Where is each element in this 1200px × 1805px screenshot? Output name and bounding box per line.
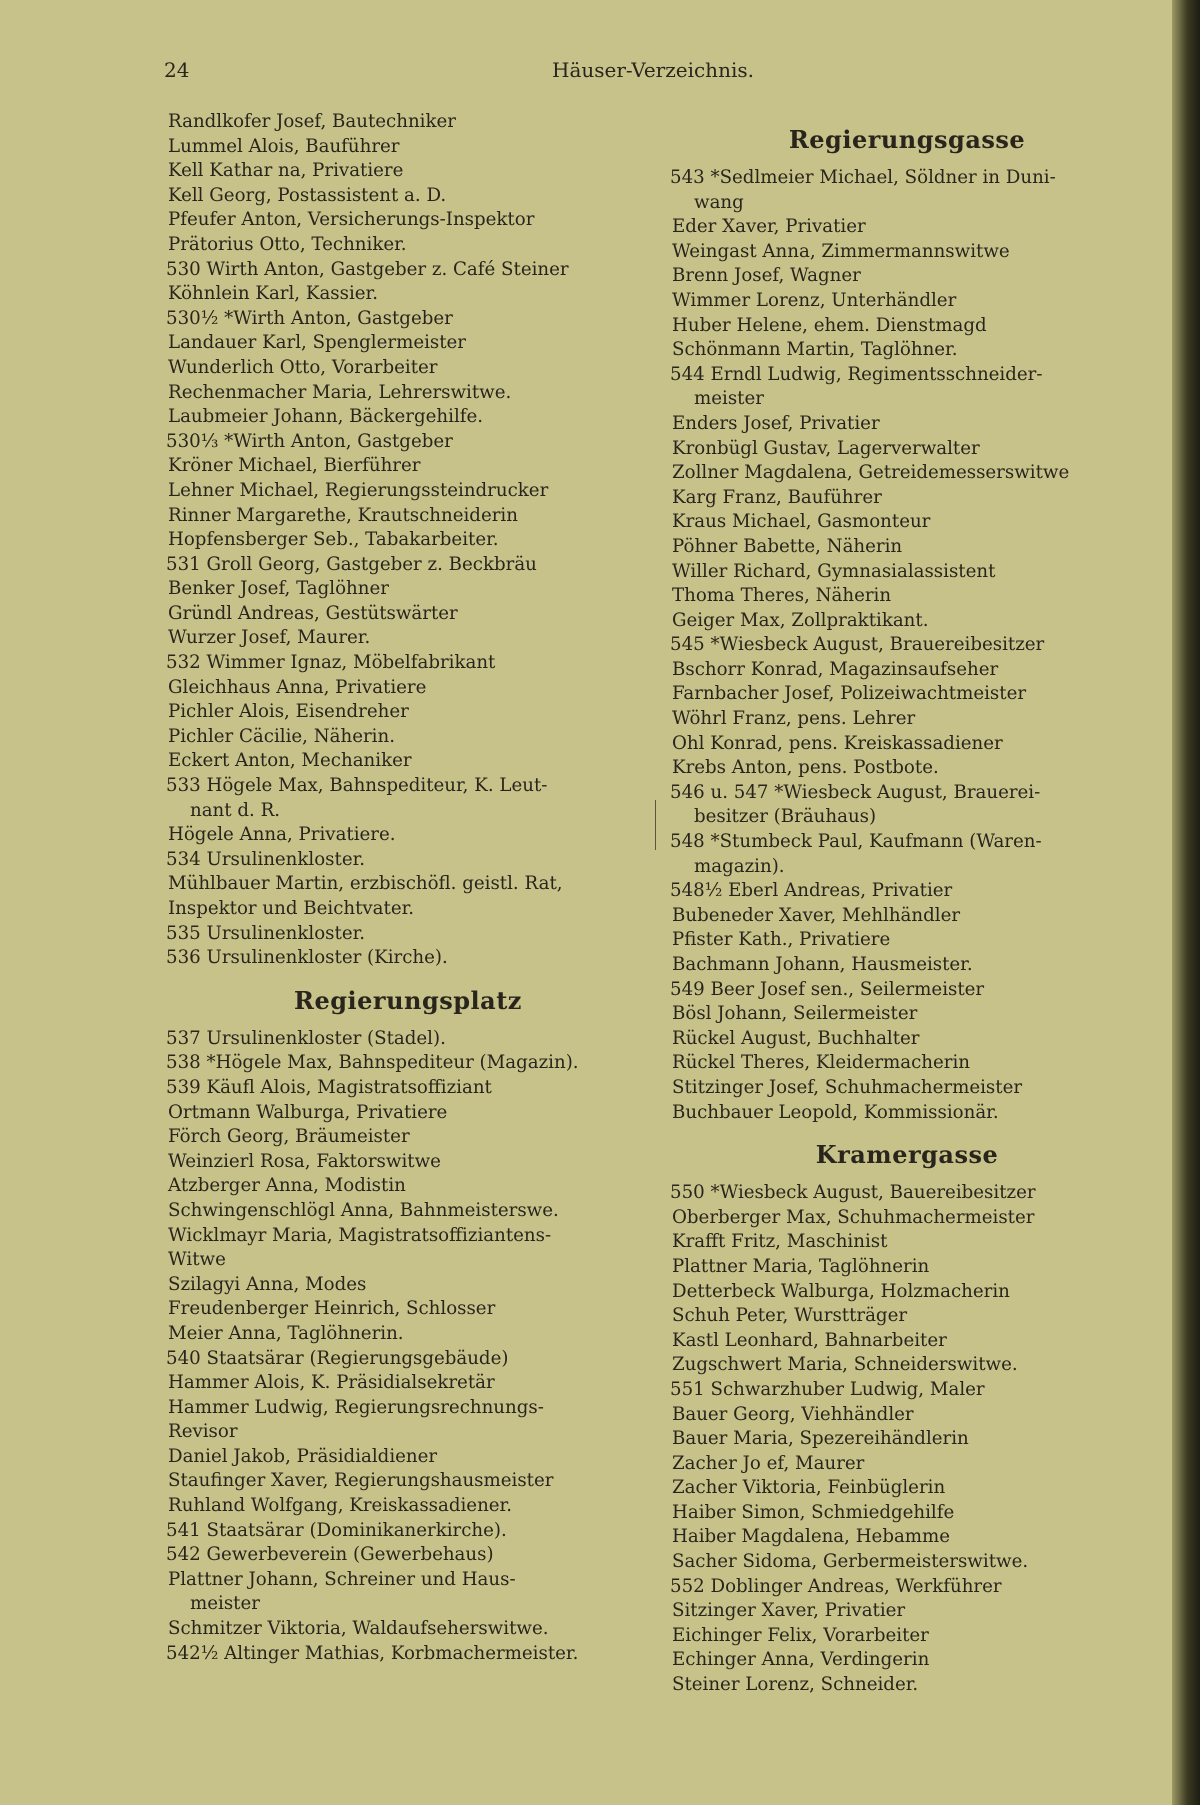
- resident-entry: Eichinger Felix, Vorarbeiter: [672, 1624, 929, 1646]
- resident-entry: meister: [190, 1593, 260, 1615]
- resident-entry: Weinzierl Rosa, Faktorswitwe: [168, 1150, 441, 1172]
- resident-entry: Wicklmayr Maria, Magistratsoffiziantens-: [168, 1224, 552, 1246]
- resident-entry: Zacher Viktoria, Feinbüglerin: [672, 1477, 946, 1499]
- resident-entry: Thoma Theres, Näherin: [672, 585, 892, 607]
- resident-entry: Ortmann Walburga, Privatiere: [168, 1101, 448, 1123]
- left-column: [168, 110, 648, 1666]
- resident-entry: Farnbacher Josef, Polizeiwachtmeister: [672, 683, 1027, 705]
- house-entry: 543 *Sedlmeier Michael, Söldner in Duni-: [670, 167, 1056, 188]
- resident-entry: meister: [694, 388, 764, 410]
- resident-entry: Ohl Konrad, pens. Kreiskassadiener: [672, 732, 1003, 754]
- resident-entry: Lummel Alois, Bauführer: [168, 135, 400, 157]
- resident-entry: Ruhland Wolfgang, Kreiskassadiener.: [168, 1495, 513, 1517]
- resident-entry: Schuh Peter, Wurstträger: [672, 1305, 908, 1327]
- resident-entry: Bauer Georg, Viehhändler: [672, 1403, 914, 1425]
- house-entry: 533 Högele Max, Bahnspediteur, K. Leut-: [166, 775, 548, 797]
- house-entry: 549 Beer Josef sen., Seilermeister: [670, 978, 985, 1000]
- resident-entry: Wunderlich Otto, Vorarbeiter: [168, 356, 438, 378]
- resident-entry: Atzberger Anna, Modistin: [168, 1175, 406, 1197]
- house-entry: 546 u. 547 *Wiesbeck August, Brauerei-: [670, 781, 1041, 803]
- resident-entry: Weingast Anna, Zimmermannswitwe: [672, 240, 1010, 262]
- resident-entry: Staufinger Xaver, Regierungshausmeister: [168, 1470, 554, 1492]
- resident-entry: Schmitzer Viktoria, Waldaufseherswitwe.: [168, 1618, 549, 1640]
- house-entry: 545 *Wiesbeck August, Brauereibesitzer: [670, 634, 1045, 656]
- resident-entry: Hammer Ludwig, Regierungsrechnungs-: [168, 1396, 544, 1418]
- page-number: 24: [164, 58, 190, 82]
- book-spine: [1172, 0, 1200, 1805]
- column-divider: [655, 800, 656, 850]
- resident-entry: wang: [694, 191, 744, 213]
- resident-entry: Pfeufer Anton, Versicherungs-Inspektor: [168, 209, 535, 231]
- resident-entry: Bschorr Konrad, Magazinsaufseher: [672, 658, 999, 680]
- resident-entry: Hopfensberger Seb., Tabakarbeiter.: [168, 529, 499, 551]
- resident-entry: Pfister Kath., Privatiere: [672, 929, 891, 951]
- resident-entry: Huber Helene, ehem. Dienstmagd: [672, 314, 987, 336]
- resident-entry: Sacher Sidoma, Gerbermeisterswitwe.: [672, 1551, 1029, 1573]
- resident-entry: Sitzinger Xaver, Privatier: [672, 1600, 906, 1622]
- resident-entry: Daniel Jakob, Präsidialdiener: [168, 1445, 438, 1467]
- resident-entry: Geiger Max, Zollpraktikant.: [672, 609, 929, 631]
- resident-entry: Eder Xaver, Privatier: [672, 216, 866, 238]
- house-entry: 537 Ursulinenkloster (Stadel).: [166, 1027, 446, 1049]
- resident-entry: Kell Georg, Postassistent a. D.: [168, 184, 447, 206]
- resident-entry: Haiber Magdalena, Hebamme: [672, 1526, 951, 1548]
- resident-entry: Oberberger Max, Schuhmachermeister: [672, 1206, 1035, 1228]
- resident-entry: Buchbauer Leopold, Kommissionär.: [672, 1101, 999, 1123]
- house-entry: 541 Staatsärar (Dominikanerkirche).: [166, 1519, 507, 1541]
- resident-entry: Hammer Alois, K. Präsidialsekretär: [168, 1372, 495, 1394]
- resident-entry: Eckert Anton, Mechaniker: [168, 750, 412, 772]
- resident-entry: Krebs Anton, pens. Postbote.: [672, 757, 939, 779]
- resident-entry: Bösl Johann, Seilermeister: [672, 1003, 918, 1025]
- resident-entry: Rückel August, Buchhalter: [672, 1027, 920, 1049]
- resident-entry: Kronbügl Gustav, Lagerverwalter: [672, 437, 980, 459]
- resident-entry: Högele Anna, Privatiere.: [168, 824, 396, 846]
- resident-entry: Detterbeck Walburga, Holzmacherin: [672, 1280, 1010, 1302]
- house-entry: 550 *Wiesbeck August, Bauereibesitzer: [670, 1182, 1036, 1204]
- house-entry: 551 Schwarzhuber Ludwig, Maler: [670, 1378, 985, 1400]
- street-heading: Regierungsgasse: [788, 125, 1026, 154]
- resident-entry: Pichler Alois, Eisendreher: [168, 701, 409, 723]
- resident-entry: Revisor: [168, 1421, 238, 1443]
- resident-entry: Kraus Michael, Gasmonteur: [672, 511, 931, 533]
- resident-entry: Bauer Maria, Spezereihändlerin: [672, 1428, 969, 1450]
- house-entry: 530½ *Wirth Anton, Gastgeber: [166, 307, 453, 329]
- resident-entry: Pöhner Babette, Näherin: [672, 535, 903, 557]
- resident-entry: Inspektor und Beichtvater.: [168, 898, 415, 919]
- resident-entry: Wurzer Josef, Maurer.: [168, 627, 371, 649]
- house-entry: 548½ Eberl Andreas, Privatier: [670, 880, 953, 902]
- house-entry: 548 *Stumbeck Paul, Kaufmann (Waren-: [670, 831, 1042, 853]
- resident-entry: Karg Franz, Bauführer: [672, 486, 882, 508]
- resident-entry: Landauer Karl, Spenglermeister: [168, 332, 466, 354]
- house-entry: 532 Wimmer Ignaz, Möbelfabrikant: [166, 652, 496, 674]
- resident-entry: Förch Georg, Bräumeister: [168, 1126, 410, 1148]
- house-entry: 530⅓ *Wirth Anton, Gastgeber: [166, 430, 453, 452]
- resident-entry: Steiner Lorenz, Schneider.: [672, 1674, 919, 1696]
- street-heading: Regierungsplatz: [294, 985, 522, 1015]
- resident-entry: Plattner Maria, Taglöhnerin: [672, 1255, 930, 1277]
- house-entry: 539 Käufl Alois, Magistratsoffiziant: [166, 1076, 492, 1098]
- resident-entry: Laubmeier Johann, Bäckergehilfe.: [168, 406, 484, 428]
- house-entry: 530 Wirth Anton, Gastgeber z. Café Steiner: [166, 258, 569, 280]
- resident-entry: Stitzinger Josef, Schuhmachermeister: [672, 1076, 1023, 1098]
- house-entry: 531 Groll Georg, Gastgeber z. Beckbräu: [166, 553, 537, 575]
- resident-entry: Kastl Leonhard, Bahnarbeiter: [672, 1329, 947, 1351]
- resident-entry: Wöhrl Franz, pens. Lehrer: [672, 708, 916, 730]
- house-entry: 534 Ursulinenkloster.: [166, 848, 366, 870]
- resident-entry: Bubeneder Xaver, Mehlhändler: [672, 904, 961, 926]
- resident-entry: Wimmer Lorenz, Unterhändler: [672, 289, 957, 311]
- resident-entry: Randlkofer Josef, Bautechniker: [168, 111, 456, 132]
- resident-entry: magazin).: [694, 855, 785, 877]
- house-entry: 535 Ursulinenkloster.: [166, 922, 366, 944]
- resident-entry: Kröner Michael, Bierführer: [168, 455, 421, 477]
- resident-entry: nant d. R.: [190, 799, 281, 821]
- resident-entry: Echinger Anna, Verdingerin: [672, 1649, 930, 1671]
- resident-entry: Willer Richard, Gymnasialassistent: [672, 560, 996, 582]
- resident-entry: Zollner Magdalena, Getreidemesserswitwe: [672, 462, 1070, 484]
- street-heading: Kramergasse: [815, 1140, 999, 1170]
- resident-entry: Benker Josef, Taglöhner: [168, 578, 389, 600]
- resident-entry: Bachmann Johann, Hausmeister.: [672, 954, 973, 975]
- resident-entry: Haiber Simon, Schmiedgehilfe: [672, 1501, 955, 1523]
- resident-entry: Witwe: [168, 1249, 226, 1271]
- house-entry: 544 Erndl Ludwig, Regimentsschneider-: [670, 363, 1043, 385]
- resident-entry: Plattner Johann, Schreiner und Haus-: [168, 1568, 516, 1590]
- resident-entry: Rechenmacher Maria, Lehrerswitwe.: [168, 381, 512, 403]
- resident-entry: Schönmann Martin, Taglöhner.: [672, 339, 958, 361]
- house-entry: 540 Staatsärar (Regierungsgebäude): [166, 1347, 509, 1369]
- resident-entry: Schwingenschlögl Anna, Bahnmeisterswe.: [168, 1199, 559, 1221]
- resident-entry: Kell Kathar na, Privatiere: [168, 160, 404, 182]
- resident-entry: Prätorius Otto, Techniker.: [168, 233, 407, 255]
- resident-entry: Meier Anna, Taglöhnerin.: [168, 1322, 404, 1344]
- house-entry: 538 *Högele Max, Bahnspediteur (Magazin).: [166, 1052, 579, 1074]
- resident-entry: Lehner Michael, Regierungssteindrucker: [168, 479, 549, 501]
- resident-entry: Mühlbauer Martin, erzbischöfl. geistl. Rat,: [168, 873, 563, 895]
- resident-entry: Köhnlein Karl, Kassier.: [168, 283, 379, 305]
- resident-entry: Brenn Josef, Wagner: [672, 265, 861, 287]
- house-entry: 536 Ursulinenkloster (Kirche).: [166, 947, 448, 969]
- right-column: [672, 110, 1142, 1698]
- resident-entry: Krafft Fritz, Maschinist: [672, 1231, 888, 1253]
- resident-entry: Szilagyi Anna, Modes: [168, 1273, 367, 1295]
- house-entry: 542½ Altinger Mathias, Korbmachermeister.: [166, 1642, 579, 1664]
- resident-entry: Zacher Jo ef, Maurer: [672, 1452, 865, 1474]
- resident-entry: Pichler Cäcilie, Näherin.: [168, 725, 395, 747]
- resident-entry: Freudenberger Heinrich, Schlosser: [168, 1298, 496, 1320]
- resident-entry: Rinner Margarethe, Krautschneiderin: [168, 504, 518, 526]
- page-header: [0, 58, 1170, 94]
- house-entry: 552 Doblinger Andreas, Werkführer: [670, 1575, 1002, 1597]
- resident-entry: Enders Josef, Privatier: [672, 412, 880, 434]
- resident-entry: Gleichhaus Anna, Privatiere: [168, 676, 427, 698]
- running-title: Häuser-Verzeichnis.: [552, 58, 754, 82]
- resident-entry: Gründl Andreas, Gestütswärter: [168, 602, 458, 624]
- resident-entry: besitzer (Bräuhaus): [694, 806, 877, 828]
- resident-entry: Rückel Theres, Kleidermacherin: [672, 1052, 970, 1074]
- house-entry: 542 Gewerbeverein (Gewerbehaus): [166, 1544, 494, 1566]
- resident-entry: Zugschwert Maria, Schneiderswitwe.: [672, 1354, 1018, 1376]
